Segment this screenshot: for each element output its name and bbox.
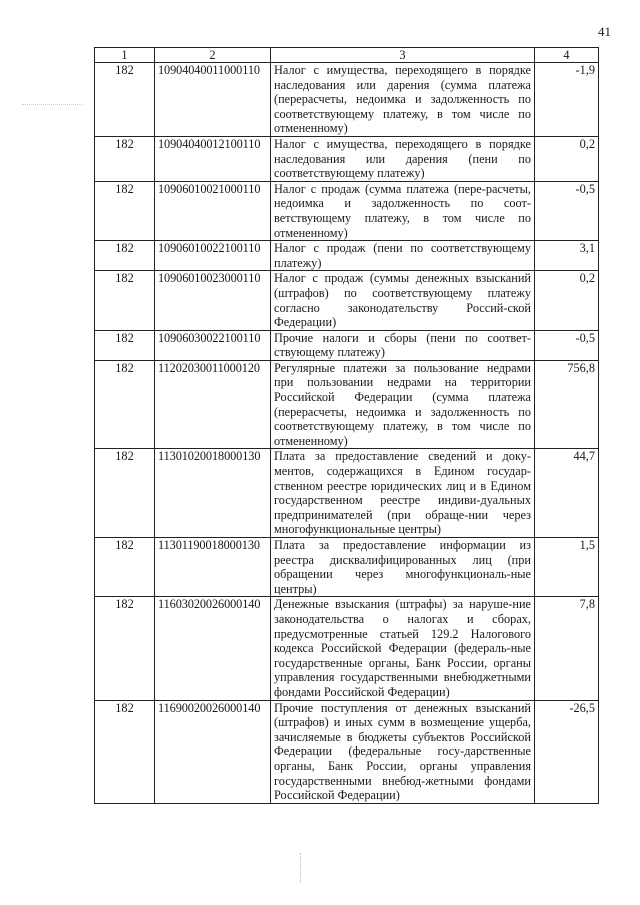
- description-cell: Налог с продаж (пени по соответствующему платежу): [271, 241, 535, 271]
- admin-code-cell: 182: [95, 700, 155, 803]
- amount-cell: 7,8: [535, 597, 599, 700]
- revenue-table: [94, 47, 599, 804]
- amount-cell: 0,2: [535, 136, 599, 181]
- table-row: [95, 700, 599, 803]
- budget-code-cell: 11603020026000140: [155, 597, 271, 700]
- budget-code-cell: 11301190018000130: [155, 538, 271, 597]
- table-body: [95, 63, 599, 804]
- budget-code-cell: 10906010023000110: [155, 271, 271, 330]
- column-header-2: 2: [155, 48, 271, 63]
- admin-code-cell: 182: [95, 136, 155, 181]
- admin-code-cell: 182: [95, 538, 155, 597]
- scan-artifact: [300, 853, 302, 883]
- table-header-row: [95, 48, 599, 63]
- budget-code-cell: 11690020026000140: [155, 700, 271, 803]
- budget-code-cell: 10906030022100110: [155, 330, 271, 360]
- amount-cell: -1,9: [535, 63, 599, 137]
- description-cell: Денежные взыскания (штрафы) за наруше-ние законодательства о налогах и сборах, предусмотренные статьей 129.2 Налогового кодекса Российской Федерации (федераль-ные государственные органы, Банк России, органы управления государственными внебюджетными фондами Российской Федерации): [271, 597, 535, 700]
- table-row: [95, 241, 599, 271]
- amount-cell: 756,8: [535, 360, 599, 449]
- description-cell: Плата за предоставление сведений и доку-ментов, содержащихся в Едином государ-ственном реестре юридических лиц и в Едином государственном реестре индиви-дуальных предпринимателей (при обраще-нии через многофункциональные центры): [271, 449, 535, 538]
- description-cell: Регулярные платежи за пользование недрами при пользовании недрами на территории Российской Федерации (сумма платежа (перерасчеты, недоимка и задолженность по соответствующему платежу, в том числе по отмененному): [271, 360, 535, 449]
- table-row: [95, 136, 599, 181]
- admin-code-cell: 182: [95, 330, 155, 360]
- admin-code-cell: 182: [95, 63, 155, 137]
- admin-code-cell: 182: [95, 241, 155, 271]
- description-cell: Прочие поступления от денежных взысканий (штрафов) и иных сумм в возмещение ущерба, зачисляемые в бюджеты субъектов Российской Федерации (федеральные госу-дарственные органы, Банк России, органы управления государственными внебюд-жетными фондами Российской Федерации): [271, 700, 535, 803]
- table-row: [95, 330, 599, 360]
- column-header-4: 4: [535, 48, 599, 63]
- admin-code-cell: 182: [95, 449, 155, 538]
- admin-code-cell: 182: [95, 597, 155, 700]
- budget-code-cell: 11202030011000120: [155, 360, 271, 449]
- table-row: [95, 63, 599, 137]
- description-cell: Налог с продаж (суммы денежных взысканий (штрафов) по соответствующему платежу согласно законодательству Россий-ской Федерации): [271, 271, 535, 330]
- amount-cell: 0,2: [535, 271, 599, 330]
- amount-cell: 1,5: [535, 538, 599, 597]
- amount-cell: -26,5: [535, 700, 599, 803]
- page-number: 41: [598, 24, 611, 39]
- table-row: [95, 360, 599, 449]
- table-row: [95, 449, 599, 538]
- admin-code-cell: 182: [95, 271, 155, 330]
- description-cell: Налог с имущества, переходящего в порядке наследования или дарения (пени по соответствующему платежу): [271, 136, 535, 181]
- budget-code-cell: 10906010022100110: [155, 241, 271, 271]
- description-cell: Налог с продаж (сумма платежа (пере-расчеты, недоимка и задолженность по соот-ветствующему платежу, в том числе по отмененному): [271, 181, 535, 240]
- column-header-3: 3: [271, 48, 535, 63]
- admin-code-cell: 182: [95, 360, 155, 449]
- budget-code-cell: 10906010021000110: [155, 181, 271, 240]
- table-row: [95, 597, 599, 700]
- description-cell: Прочие налоги и сборы (пени по соответ-ствующему платежу): [271, 330, 535, 360]
- budget-code-cell: 11301020018000130: [155, 449, 271, 538]
- budget-code-cell: 10904040012100110: [155, 136, 271, 181]
- amount-cell: 44,7: [535, 449, 599, 538]
- amount-cell: -0,5: [535, 330, 599, 360]
- budget-code-cell: 10904040011000110: [155, 63, 271, 137]
- table-row: [95, 181, 599, 240]
- admin-code-cell: 182: [95, 181, 155, 240]
- description-cell: Плата за предоставление информации из реестра дисквалифицированных лиц (при обращении через многофункциональ-ные центры): [271, 538, 535, 597]
- description-cell: Налог с имущества, переходящего в порядке наследования или дарения (сумма платежа (перерасчеты, недоимка и задолженность по соответствующему платежу, в том числе по отмененному): [271, 63, 535, 137]
- amount-cell: 3,1: [535, 241, 599, 271]
- table-row: [95, 538, 599, 597]
- table-row: [95, 271, 599, 330]
- amount-cell: -0,5: [535, 181, 599, 240]
- scan-artifact: [22, 104, 82, 106]
- column-header-1: 1: [95, 48, 155, 63]
